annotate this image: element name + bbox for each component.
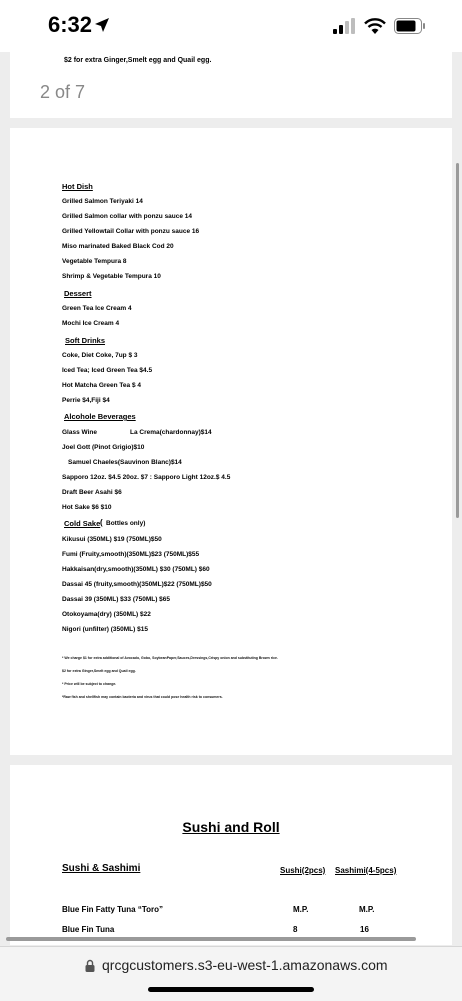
menu-item: Mochi Ice Cream 4	[62, 320, 120, 327]
location-arrow-icon	[94, 17, 110, 33]
sashimi-price: M.P.	[359, 905, 375, 914]
lock-icon	[85, 959, 95, 972]
footnote: * Price will be subject to change.	[62, 682, 117, 686]
sashimi-price: 16	[360, 925, 369, 934]
page-indicator: 2 of 7	[40, 82, 86, 102]
status-time: 6:32	[48, 12, 93, 37]
menu-item: Samuel Chaeles(Sauvinon Blanc)$14	[68, 459, 182, 466]
menu-item: Kikusui (350ML) $19 (750ML)$50	[62, 536, 162, 543]
dessert-heading: Dessert	[64, 289, 92, 298]
horizontal-scrollbar[interactable]	[6, 937, 416, 941]
footnote: *Raw fish and shellfish may contain bacteria and virus that could pose health risk to consumers.	[62, 695, 223, 699]
wifi-icon	[364, 18, 386, 34]
menu-item: Grilled Salmon collar with ponzu sauce 14	[62, 213, 193, 220]
alcohol-heading: Alcohole Beverages	[64, 412, 136, 421]
menu-item: Miso marinated Baked Black Cod 20	[62, 243, 174, 250]
menu-item: Otokoyama(dry) (350ML) $22	[62, 611, 151, 618]
sushi-item-name: Blue Fin Fatty Tuna “Toro”	[62, 905, 164, 914]
menu-item: Hot Sake $6 $10	[62, 504, 112, 511]
home-indicator[interactable]	[148, 987, 314, 992]
sushi-sashimi-heading: Sushi & Sashimi	[62, 863, 141, 874]
extra-ginger-note: $2 for extra Ginger,Smelt egg and Quail egg.	[64, 57, 212, 64]
url-text[interactable]: qrcgcustomers.s3-eu-west-1.amazonaws.com	[102, 957, 388, 973]
menu-item: Joel Gott (Pinot Grigio)$10	[62, 444, 145, 451]
menu-item: Nigori (unfilter) (350ML) $15	[62, 626, 148, 633]
sashimi-column-header: Sashimi(4-5pcs)	[335, 866, 397, 875]
menu-item: Hakkaisan(dry,smooth)(350ML) $30 (750ML) $60	[62, 566, 210, 573]
cellular-signal-icon	[333, 18, 357, 34]
menu-item: Dassai 45 (fruity,smooth)(350ML)$22 (750ML)$50	[62, 581, 212, 588]
paren: (	[100, 518, 103, 527]
vertical-scrollbar[interactable]	[456, 163, 459, 518]
menu-item: Perrie $4,Fiji $4	[62, 397, 110, 404]
sushi-roll-title: Sushi and Roll	[182, 819, 280, 835]
menu-item: Sapporo 12oz. $4.5 20oz. $7 : Sapporo Light 12oz.$ 4.5	[62, 474, 231, 481]
menu-item: Grilled Salmon Teriyaki 14	[62, 198, 143, 205]
pdf-page-1	[10, 52, 452, 118]
sushi-price: 8	[293, 925, 298, 934]
menu-item: Grilled Yellowtail Collar with ponzu sauce 16	[62, 228, 200, 235]
menu-item: Coke, Diet Coke, 7up $ 3	[62, 352, 138, 359]
footnote: * We charge $1 for extra additional of Avocado, Gobo, SoybeanPaper,Sauces,Dressings,Crispy onion and substituting Brown rice.	[62, 656, 278, 660]
status-bar	[0, 0, 462, 52]
hot-dish-heading: Hot Dish	[62, 182, 93, 191]
cold-sake-subtitle: Bottles only)	[106, 520, 146, 527]
menu-item: Shrimp & Vegetable Tempura 10	[62, 273, 161, 280]
menu-item: Glass Wine	[62, 429, 97, 436]
menu-item: Fumi (Fruity,smooth)(350ML)$23 (750ML)$55	[62, 551, 200, 558]
menu-item: La Crema(chardonnay)$14	[130, 429, 212, 436]
pdf-page-2	[10, 128, 452, 755]
sushi-column-header: Sushi(2pcs)	[280, 866, 326, 875]
menu-item: Draft Beer Asahi $6	[62, 489, 122, 496]
menu-item: Green Tea Ice Cream 4	[62, 305, 132, 312]
menu-item: Dassai 39 (350ML) $33 (750ML) $65	[62, 596, 171, 603]
cold-sake-heading: Cold Sake	[64, 519, 101, 528]
battery-icon	[394, 18, 426, 34]
menu-item: Vegetable Tempura 8	[62, 258, 127, 265]
url-bar[interactable]	[0, 946, 462, 1001]
soft-drinks-heading: Soft Drinks	[65, 336, 106, 345]
menu-item: Hot Matcha Green Tea $ 4	[62, 382, 141, 389]
sushi-price: M.P.	[293, 905, 309, 914]
footnote: $2 for extra Ginger,Smelt egg and Quail egg.	[62, 669, 136, 673]
menu-item: Iced Tea; Iced Green Tea $4.5	[62, 367, 153, 374]
sushi-item-name: Blue Fin Tuna	[62, 925, 115, 934]
pdf-page-3	[10, 765, 452, 945]
